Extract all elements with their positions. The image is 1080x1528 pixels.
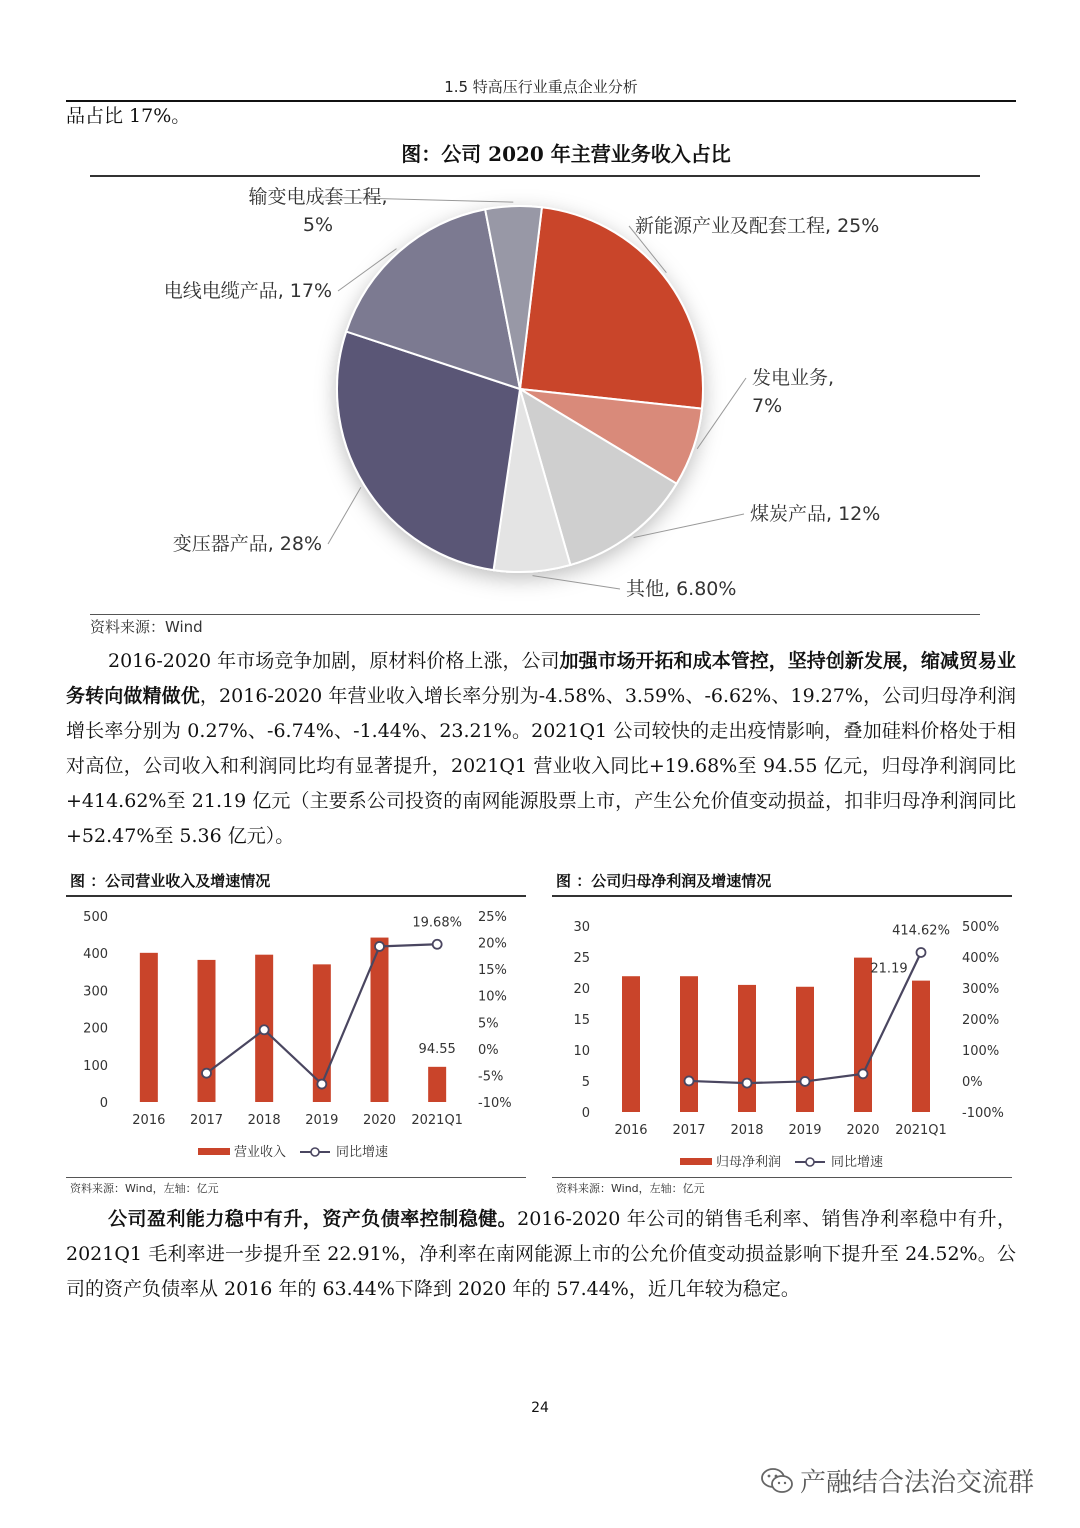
growth-point	[685, 1076, 694, 1085]
growth-point	[917, 948, 926, 957]
growth-point	[260, 1025, 269, 1034]
left-axis-tick: 200	[83, 1021, 108, 1037]
growth-point	[202, 1069, 211, 1078]
running-header: 1.5 特高压行业重点企业分析	[444, 78, 638, 96]
page-number: 24	[531, 1400, 549, 1416]
left-axis-tick: 20	[573, 982, 590, 997]
pie-label-cable: 电线电缆产品, 17%	[163, 280, 332, 302]
revenue-chart-source: 资料来源：Wind，左轴：亿元	[70, 1182, 219, 1195]
revenue-chart-title: 图 ：公司营业收入及增速情况	[70, 872, 271, 890]
growth-point	[859, 1069, 868, 1078]
right-axis-tick: 400%	[962, 951, 1000, 966]
left-axis-tick: 10	[573, 1044, 590, 1059]
left-axis-tick: 25	[573, 951, 590, 966]
left-axis-tick: 5	[581, 1075, 590, 1090]
para3-bold: 公司盈利能力稳中有升，资产负债率控制稳健。	[108, 1208, 518, 1230]
profit-chart-source: 资料来源：Wind，左轴：亿元	[556, 1182, 705, 1195]
growth-data-label: 414.62%	[892, 923, 950, 939]
pie-label-other: 其他, 6.80%	[626, 578, 737, 600]
right-axis-tick: 20%	[478, 936, 507, 952]
bar-2016	[140, 953, 158, 1102]
intro-line	[66, 99, 1016, 134]
pie-label-new-energy: 新能源产业及配套工程, 25%	[635, 215, 880, 237]
legend-bar-swatch	[680, 1158, 712, 1165]
left-axis-tick: 300	[83, 984, 108, 1000]
left-axis-tick: 100	[83, 1058, 108, 1074]
para2-bold: 加强市场开拓和成本管控，坚持创新发展，缩减贸易业务转向做精做优	[66, 650, 1016, 707]
x-tick-2017: 2017	[672, 1123, 706, 1138]
legend-bar-label: 营业收入	[234, 1145, 287, 1160]
bar-data-label: 94.55	[418, 1041, 456, 1057]
bar-2017	[680, 976, 698, 1112]
watermark-text: 产融结合法治交流群	[800, 1468, 1035, 1498]
pie-leader-power-gen	[697, 378, 746, 449]
right-axis-tick: 100%	[962, 1044, 1000, 1059]
right-axis-tick: 500%	[962, 920, 1000, 935]
right-axis-tick: 0%	[478, 1042, 499, 1058]
legend-line-marker	[311, 1148, 319, 1156]
right-axis-tick: 300%	[962, 982, 1000, 997]
pie-leader-other	[533, 576, 620, 589]
growth-point	[433, 940, 442, 949]
legend-line-marker	[806, 1158, 814, 1166]
bar-2016	[622, 976, 640, 1112]
profit-chart-bottom-rule	[552, 1177, 1012, 1178]
pie-slice-new-energy	[520, 207, 703, 408]
x-tick-2016: 2016	[614, 1123, 648, 1138]
right-axis-tick: -10%	[478, 1096, 512, 1111]
left-axis-tick: 30	[573, 920, 590, 935]
wechat-icon	[760, 1466, 794, 1496]
para2-part1: 2016-2020 年市场竞争加剧，原材料价格上涨，公司	[108, 650, 560, 672]
right-axis-tick: 5%	[478, 1016, 499, 1032]
pie-bottom-rule	[90, 614, 980, 615]
right-axis-tick: -100%	[962, 1106, 1004, 1121]
pie-figure-title: 图：公司 2020 年主营业务收入占比	[401, 142, 731, 166]
bar-data-label: 21.19	[870, 961, 908, 977]
x-tick-2018: 2018	[730, 1123, 764, 1138]
legend-bar-label: 归母净利润	[716, 1155, 782, 1170]
x-tick-2019: 2019	[305, 1113, 339, 1128]
profit-chart-title: 图 ：公司归母净利润及增速情况	[556, 872, 772, 890]
right-axis-tick: 25%	[478, 910, 507, 925]
profit-chart	[552, 896, 1014, 1176]
x-tick-2019: 2019	[788, 1123, 822, 1138]
left-axis-tick: 15	[573, 1013, 590, 1028]
pie-label-transmission: 输变电成套工程, 5%	[248, 186, 388, 236]
x-tick-2017: 2017	[189, 1113, 224, 1128]
x-tick-2020: 2020	[846, 1123, 880, 1138]
legend-line-label: 同比增速	[336, 1145, 389, 1160]
growth-point	[801, 1077, 810, 1086]
revenue-chart	[66, 896, 528, 1176]
growth-point	[743, 1079, 752, 1088]
bar-2021Q1	[428, 1067, 446, 1102]
para3-text: 2016-2020 年公司的销售毛利率、销售净利率稳中有升，2021Q1 毛利率进一步提升至 22.91%，净利率在南网能源上市的公允价值变动损益影响下提升至 24.52%。公司的资产负债率从 2016 年的 63.44%下降到 2020 年的 57.44%，近几年较为稳定。	[66, 1208, 1016, 1300]
revenue-chart-bottom-rule	[66, 1177, 526, 1178]
pie-source: 资料来源：Wind	[90, 618, 203, 636]
bar-2017	[198, 960, 216, 1102]
right-axis-tick: 15%	[478, 963, 507, 979]
right-axis-tick: -5%	[478, 1069, 504, 1085]
para2-part2: ，2016-2020 年营业收入增长率分别为-4.58%、3.59%、-6.62%、19.27%，公司归母净利润增长率分别为 0.27%、-6.74%、-1.44%、23.21%。2021Q1 公司较快的走出疫情影响，叠加硅料价格处于相对高位，公司收入和利润同比均有显著提升，2021Q1 营业收入同比+19.68%至 94.55 亿元，归母净利润同比+414.62%至 21.19 亿元（主要系公司投资的南网能源股票上市，产生公允价值变动损益，扣非归母净利润同比+52.47%至 5.36 亿元）。	[66, 685, 1016, 847]
pie-label-coal: 煤炭产品, 12%	[750, 503, 881, 525]
legend-line-label: 同比增速	[831, 1155, 884, 1170]
intro-text: 品占比 17%。	[66, 105, 191, 127]
legend-bar-swatch	[198, 1148, 230, 1155]
analysis-paragraph	[66, 644, 1016, 854]
pie-chart	[90, 176, 990, 614]
right-axis-tick: 0%	[962, 1075, 983, 1090]
x-tick-2018: 2018	[247, 1113, 281, 1128]
x-tick-2020: 2020	[362, 1113, 397, 1128]
bar-2021Q1	[912, 981, 930, 1112]
bar-2018	[738, 985, 756, 1112]
growth-point	[317, 1080, 326, 1089]
left-axis-tick: 0	[99, 1096, 108, 1111]
watermark	[760, 1462, 1034, 1499]
pie-label-transformer: 变压器产品, 28%	[172, 533, 322, 555]
x-tick-2016: 2016	[132, 1113, 166, 1128]
profitability-paragraph	[66, 1202, 1016, 1307]
pie-leader-transformer	[328, 487, 361, 544]
x-tick-2021Q1: 2021Q1	[895, 1123, 947, 1138]
growth-point	[375, 942, 384, 951]
left-axis-tick: 400	[83, 947, 108, 963]
right-axis-tick: 200%	[962, 1013, 1000, 1028]
bar-2020	[854, 958, 872, 1112]
bar-2019	[796, 987, 814, 1112]
left-axis-tick: 0	[581, 1106, 590, 1121]
pie-label-power-gen: 发电业务, 7%	[752, 367, 835, 417]
right-axis-tick: 10%	[478, 989, 507, 1005]
left-axis-tick: 500	[83, 910, 108, 925]
growth-data-label: 19.68%	[412, 915, 462, 931]
x-tick-2021Q1: 2021Q1	[411, 1113, 463, 1128]
